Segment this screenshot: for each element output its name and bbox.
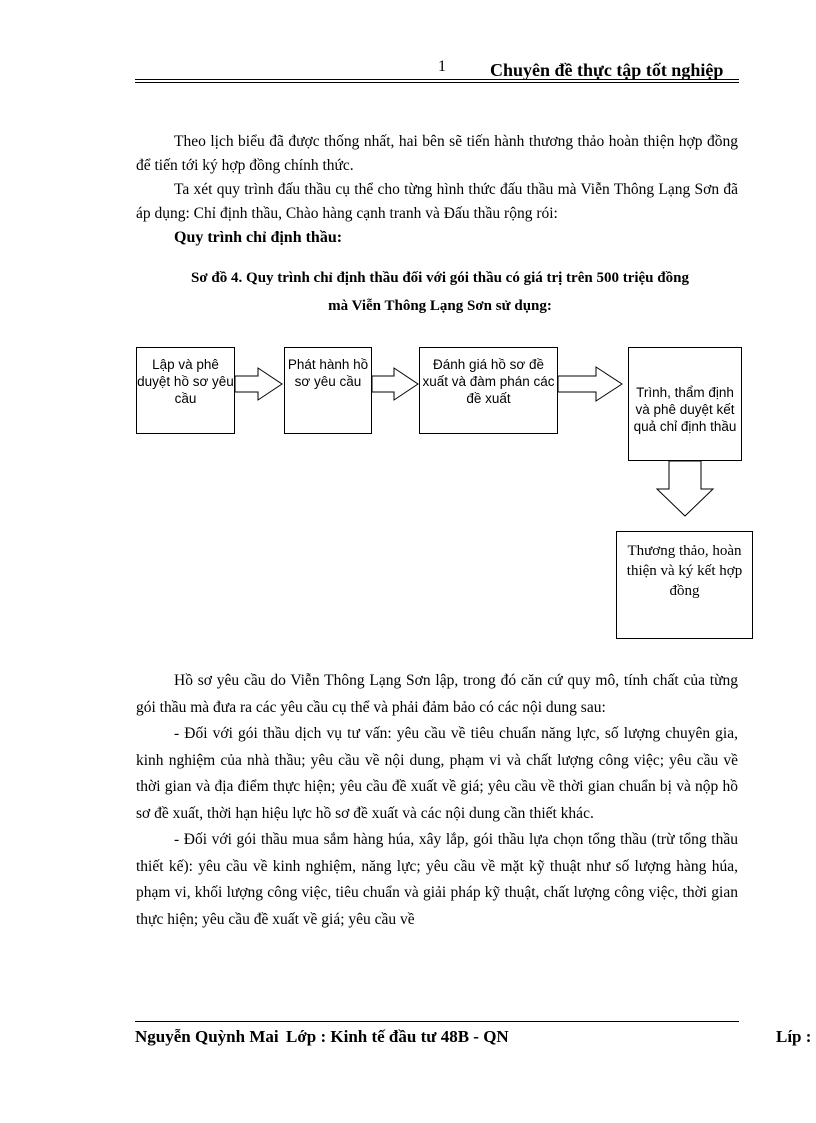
footer-rule [135, 1021, 739, 1022]
arrow-right-3 [558, 367, 622, 401]
arrow-down [657, 461, 713, 516]
paragraph-body-2: - Đối với gói thầu dịch vụ tư vấn: yêu cầu về tiêu chuẩn năng lực, số lượng chuyên gia, kinh nghiệm của nhà thầu; yêu cầu về nội dung, phạm vi và chất lượng công việc; yêu cầu về thời gian và địa điểm thực hiện; yêu cầu đề xuất về giá; yêu cầu về thời gian chuẩn bị và nộp hồ sơ đề xuất, thời hạn hiệu lực hồ sơ đề xuất và các nội dung cần thiết khác. [136, 725, 738, 822]
flow-step-4: Trình, thẩm định và phê duyệt kết quả chỉ định thầu [628, 347, 742, 461]
flow-step-1: Lập và phê duyệt hồ sơ yêu cầu [136, 347, 235, 434]
figure-caption-line-1: Sơ đồ 4. Quy trình chỉ định thầu đối với gói thầu có giá trị trên 500 triệu đồng [191, 270, 689, 286]
paragraph-body-1: Hồ sơ yêu cầu do Viễn Thông Lạng Sơn lập, trong đó căn cứ quy mô, tính chất của từng gói thầu mà đưa ra các yêu cầu cụ thể và phải đảm bảo có các nội dung sau: [136, 672, 738, 716]
paragraph-body-3: - Đối với gói thầu mua sắm hàng húa, xây lắp, gói thầu lựa chọn tổng thầu (trừ tổng thầu thiết kế): yêu cầu về kinh nghiệm, năng lực; yêu cầu về mặt kỹ thuật như số lượng hàng húa, phạm vi, khối lượng công việc, tiêu chuẩn và giải pháp kỹ thuật, chất lượng công việc, thời gian thực hiện; yêu cầu đề xuất về giá; yêu cầu về [136, 831, 738, 928]
footer-lop: Líp : [776, 1027, 812, 1046]
paragraph-intro-1: Theo lịch biểu đã được thống nhất, hai bên sẽ tiến hành thương thảo hoàn thiện hợp đồng để tiến tới ký hợp đồng chính thức. [136, 133, 738, 174]
footer-class: Lớp : Kinh tế đầu tư 48B - QN [286, 1027, 509, 1046]
page-number: 1 [438, 58, 446, 75]
section-heading: Quy trình chỉ định thầu: [174, 229, 343, 246]
running-title: Chuyên đề thực tập tốt nghiệp [490, 60, 724, 80]
flow-step-2: Phát hành hồ sơ yêu cầu [284, 347, 372, 434]
figure-caption-line-2: mà Viễn Thông Lạng Sơn sử dụng: [328, 298, 552, 314]
arrow-right-1 [235, 368, 282, 400]
flow-step-5: Thương thảo, hoàn thiện và ký kết hợp đồng [616, 531, 753, 639]
flow-step-3: Đánh giá hồ sơ đề xuất và đàm phán các đề xuất [419, 347, 558, 434]
footer-author: Nguyễn Quỳnh Mai [135, 1027, 279, 1046]
arrow-right-2 [372, 368, 418, 400]
paragraph-intro-2: Ta xét quy trình đấu thầu cụ thể cho từng hình thức đấu thầu mà Viễn Thông Lạng Sơn đã áp dụng: Chỉ định thầu, Chào hàng cạnh tranh và Đấu thầu rộng rói: [136, 181, 738, 222]
body-block [136, 668, 738, 933]
